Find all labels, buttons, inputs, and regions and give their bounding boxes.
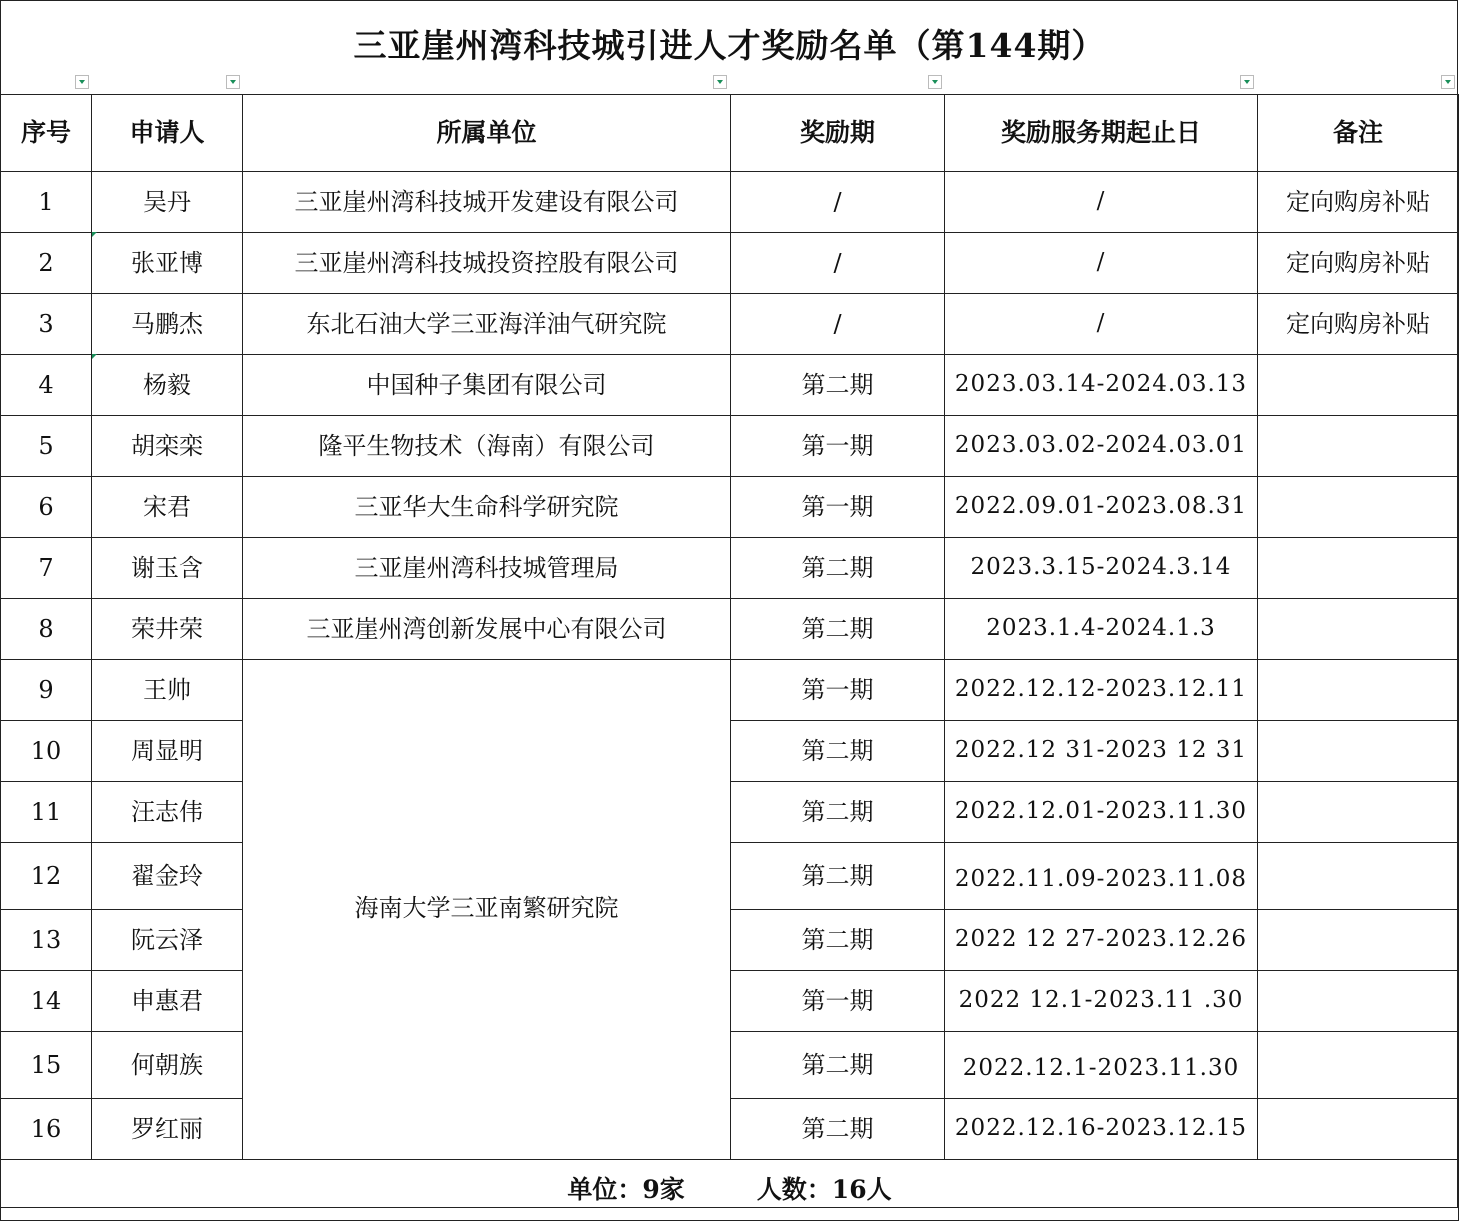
service-dates-cell[interactable]: 2022.12 31-2023 12 31	[945, 721, 1258, 782]
service-dates-cell[interactable]: /	[945, 294, 1258, 355]
table-row[interactable]	[1, 294, 1459, 355]
award-period-cell[interactable]: 第二期	[731, 843, 945, 910]
filter-dropdown-icon[interactable]	[1240, 75, 1254, 89]
applicant-cell[interactable]: 谢玉含	[92, 538, 243, 599]
unit-cell[interactable]: 三亚崖州湾科技城开发建设有限公司	[243, 172, 731, 233]
note-cell[interactable]	[1258, 416, 1459, 477]
unit-cell[interactable]: 三亚崖州湾创新发展中心有限公司	[243, 599, 731, 660]
applicant-cell[interactable]: 汪志伟	[92, 782, 243, 843]
service-dates-cell[interactable]: 2023.1.4-2024.1.3	[945, 599, 1258, 660]
summary-row	[1, 1160, 1459, 1221]
note-cell[interactable]	[1258, 782, 1459, 843]
note-cell[interactable]: 定向购房补贴	[1258, 172, 1459, 233]
table-row[interactable]	[1, 660, 1459, 721]
service-dates-cell[interactable]: 2023.03.14-2024.03.13	[945, 355, 1258, 416]
service-dates-cell[interactable]: 2022.11.09-2023.11.08	[945, 843, 1258, 910]
table-row[interactable]	[1, 233, 1459, 294]
unit-cell[interactable]: 东北石油大学三亚海洋油气研究院	[243, 294, 731, 355]
award-period-cell[interactable]: 第二期	[731, 782, 945, 843]
note-cell[interactable]	[1258, 538, 1459, 599]
note-cell[interactable]	[1258, 1099, 1459, 1160]
header-row	[1, 95, 1459, 172]
service-dates-cell[interactable]: /	[945, 233, 1258, 294]
note-cell[interactable]	[1258, 599, 1459, 660]
table-row[interactable]	[1, 477, 1459, 538]
merged-unit-cell[interactable]: 海南大学三亚南繁研究院	[243, 660, 731, 1160]
column-header[interactable]: 奖励服务期起止日	[945, 95, 1258, 172]
service-dates-cell[interactable]: 2023.3.15-2024.3.14	[945, 538, 1258, 599]
award-period-cell[interactable]: 第二期	[731, 355, 945, 416]
note-cell[interactable]	[1258, 910, 1459, 971]
service-dates-cell[interactable]: 2022 12 27-2023.12.26	[945, 910, 1258, 971]
row-number-cell[interactable]: 5	[1, 416, 92, 477]
service-dates-cell[interactable]: 2022.12.1-2023.11.30	[945, 1032, 1258, 1099]
note-cell[interactable]	[1258, 1032, 1459, 1099]
applicant-cell[interactable]: 申惠君	[92, 971, 243, 1032]
award-period-cell[interactable]: /	[731, 172, 945, 233]
table-row[interactable]	[1, 172, 1459, 233]
note-cell[interactable]	[1258, 843, 1459, 910]
cell-comment-marker-icon	[92, 354, 97, 359]
row-number-cell[interactable]: 12	[1, 843, 92, 910]
applicant-cell[interactable]: 荣井荣	[92, 599, 243, 660]
table-row[interactable]	[1, 355, 1459, 416]
award-period-cell[interactable]: 第一期	[731, 477, 945, 538]
row-number-cell[interactable]: 10	[1, 721, 92, 782]
note-cell[interactable]	[1258, 477, 1459, 538]
row-number-cell[interactable]: 1	[1, 172, 92, 233]
award-period-cell[interactable]: 第二期	[731, 910, 945, 971]
unit-count: 单位：9家	[567, 1175, 685, 1204]
row-number-cell[interactable]: 7	[1, 538, 92, 599]
applicant-cell[interactable]: 胡栾栾	[92, 416, 243, 477]
column-header[interactable]: 申请人	[92, 95, 243, 172]
applicant-cell[interactable]: 张亚博	[92, 233, 243, 294]
unit-cell[interactable]: 隆平生物技术（海南）有限公司	[243, 416, 731, 477]
row-number-cell[interactable]: 2	[1, 233, 92, 294]
applicant-cell[interactable]: 宋君	[92, 477, 243, 538]
service-dates-cell[interactable]: 2022 12.1-2023.11 .30	[945, 971, 1258, 1032]
service-dates-cell[interactable]: 2022.12.01-2023.11.30	[945, 782, 1258, 843]
applicant-cell[interactable]: 王帅	[92, 660, 243, 721]
row-number-cell[interactable]: 8	[1, 599, 92, 660]
row-number-cell[interactable]: 14	[1, 971, 92, 1032]
applicant-cell[interactable]: 何朝族	[92, 1032, 243, 1099]
column-header[interactable]: 所属单位	[243, 95, 731, 172]
unit-cell[interactable]: 中国种子集团有限公司	[243, 355, 731, 416]
applicant-cell[interactable]: 罗红丽	[92, 1099, 243, 1160]
unit-cell[interactable]: 三亚崖州湾科技城管理局	[243, 538, 731, 599]
summary-cell[interactable]	[1, 1160, 1459, 1221]
applicant-cell[interactable]: 马鹏杰	[92, 294, 243, 355]
row-number-cell[interactable]: 13	[1, 910, 92, 971]
people-count: 人数：16人	[756, 1175, 892, 1204]
award-period-cell[interactable]: /	[731, 294, 945, 355]
filter-dropdown-icon[interactable]	[226, 75, 240, 89]
note-cell[interactable]	[1258, 355, 1459, 416]
award-table	[0, 94, 1459, 1221]
unit-cell[interactable]: 三亚华大生命科学研究院	[243, 477, 731, 538]
table-row[interactable]	[1, 538, 1459, 599]
award-period-cell[interactable]: 第一期	[731, 971, 945, 1032]
applicant-cell[interactable]: 杨毅	[92, 355, 243, 416]
column-header[interactable]: 序号	[1, 95, 92, 172]
applicant-cell[interactable]: 吴丹	[92, 172, 243, 233]
filter-dropdown-icon[interactable]	[1441, 75, 1455, 89]
applicant-cell[interactable]: 翟金玲	[92, 843, 243, 910]
service-dates-cell[interactable]: 2022.12.12-2023.12.11	[945, 660, 1258, 721]
column-header[interactable]: 奖励期	[731, 95, 945, 172]
applicant-cell[interactable]: 周显明	[92, 721, 243, 782]
service-dates-cell[interactable]: 2022.09.01-2023.08.31	[945, 477, 1258, 538]
service-dates-cell[interactable]: /	[945, 172, 1258, 233]
award-period-cell[interactable]: 第二期	[731, 599, 945, 660]
note-cell[interactable]	[1258, 721, 1459, 782]
row-number-cell[interactable]: 6	[1, 477, 92, 538]
row-number-cell[interactable]: 4	[1, 355, 92, 416]
column-header[interactable]: 备注	[1258, 95, 1459, 172]
table-row[interactable]	[1, 416, 1459, 477]
award-period-cell[interactable]: 第二期	[731, 1099, 945, 1160]
award-period-cell[interactable]: 第二期	[731, 721, 945, 782]
filter-dropdown-icon[interactable]	[713, 75, 727, 89]
cell-comment-marker-icon	[92, 232, 97, 237]
table-body	[1, 172, 1459, 1221]
award-period-cell[interactable]: /	[731, 233, 945, 294]
row-number-cell[interactable]: 15	[1, 1032, 92, 1099]
unit-cell[interactable]: 三亚崖州湾科技城投资控股有限公司	[243, 233, 731, 294]
award-period-cell[interactable]: 第一期	[731, 660, 945, 721]
page-title: 三亚崖州湾科技城引进人才奖励名单（第144期）	[353, 26, 1106, 65]
table-row[interactable]	[1, 599, 1459, 660]
row-number-cell[interactable]: 11	[1, 782, 92, 843]
service-dates-cell[interactable]: 2022.12.16-2023.12.15	[945, 1099, 1258, 1160]
service-dates-cell[interactable]: 2023.03.02-2024.03.01	[945, 416, 1258, 477]
note-cell[interactable]: 定向购房补贴	[1258, 294, 1459, 355]
award-period-cell[interactable]: 第一期	[731, 416, 945, 477]
row-number-cell[interactable]: 3	[1, 294, 92, 355]
row-number-cell[interactable]: 9	[1, 660, 92, 721]
award-period-cell[interactable]: 第二期	[731, 538, 945, 599]
note-cell[interactable]: 定向购房补贴	[1258, 233, 1459, 294]
award-period-cell[interactable]: 第二期	[731, 1032, 945, 1099]
note-cell[interactable]	[1258, 971, 1459, 1032]
applicant-cell[interactable]: 阮云泽	[92, 910, 243, 971]
note-cell[interactable]	[1258, 660, 1459, 721]
filter-dropdown-icon[interactable]	[75, 75, 89, 89]
row-number-cell[interactable]: 16	[1, 1099, 92, 1160]
filter-dropdown-icon[interactable]	[928, 75, 942, 89]
